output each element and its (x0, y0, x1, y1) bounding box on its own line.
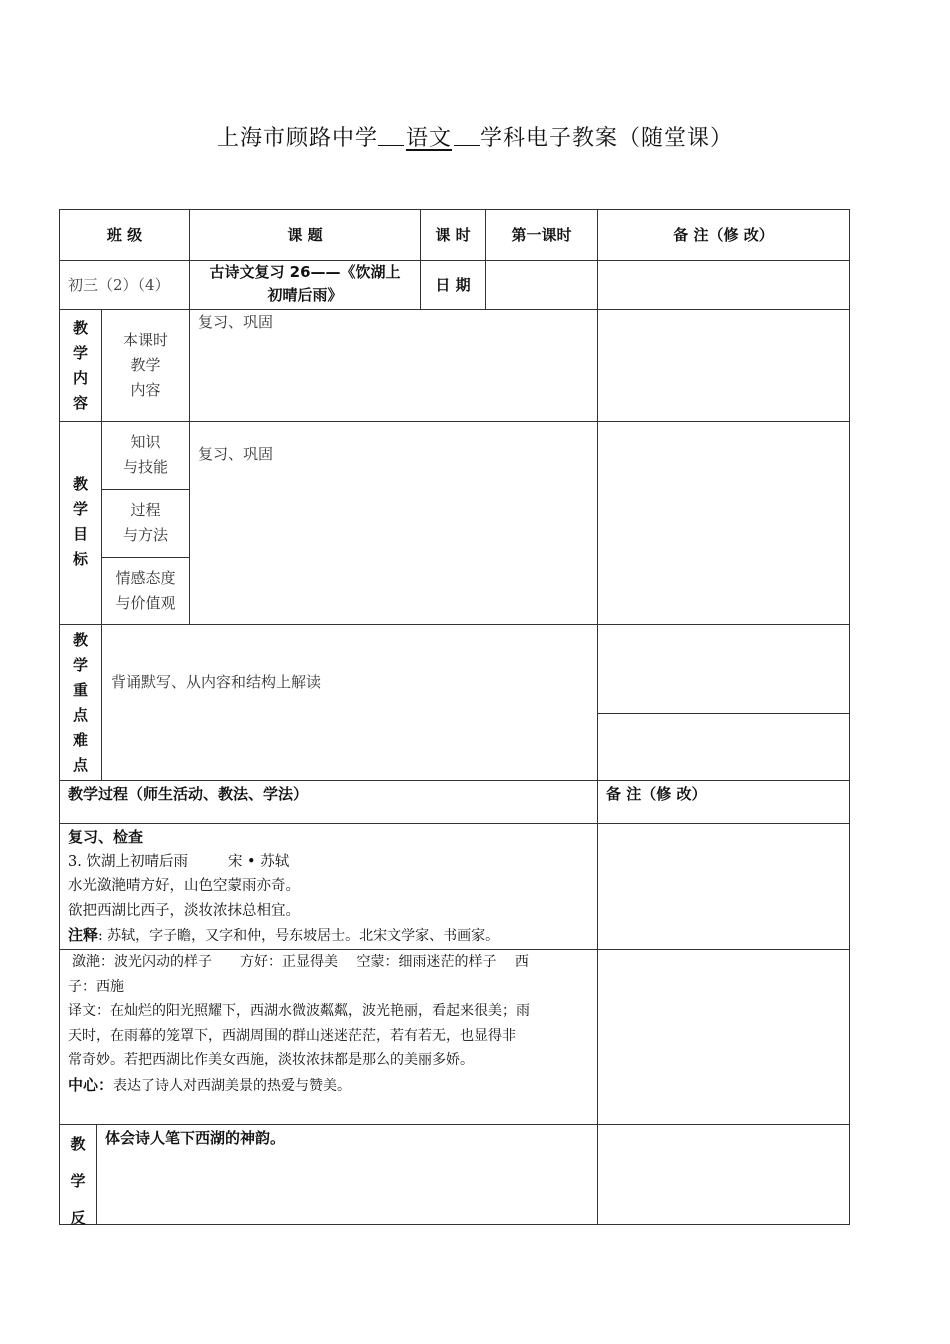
keypoints-group-label: 教 学 重 点 难 点 (72, 631, 88, 774)
cell-review-notes (597, 823, 850, 950)
topic-label: 课 题 (287, 226, 323, 244)
poem-line-2: 欲把西湖比西子，淡妆浓抹总相宜。 (68, 902, 300, 919)
cell-goals-notes (597, 421, 850, 625)
cell-keypoints-notes1 (597, 624, 850, 714)
goals-sub3-label: 情感态度 与价值观 (115, 569, 176, 612)
review-heading: 复习、检查 (68, 828, 144, 846)
class-label: 班 级 (106, 226, 143, 244)
content-value: 复习、巩固 (198, 313, 274, 331)
cell-content-notes (597, 309, 850, 422)
cell-keypoints-notes2 (597, 713, 850, 781)
title-suffix: 学科电子教案（随堂课） (480, 126, 734, 151)
goals-sub1-label: 知识 与技能 (122, 433, 168, 476)
content-group-label: 教 学 内 容 (72, 319, 88, 412)
note-line: 注释: 苏轼，字子瞻，又字和仲，号东坡居士。北宋文学家、书画家。 (68, 926, 500, 944)
date-label: 日 期 (435, 276, 471, 294)
explain-line-3: 译文：在灿烂的阳光照耀下，西湖水微波粼粼，波光艳丽，看起来很美；雨 (68, 1003, 530, 1019)
center-label: 中心： (68, 1075, 114, 1094)
explain-block (68, 950, 594, 1098)
topic-value-line1: 古诗文复习 26——《饮湖上 (209, 263, 401, 281)
content-sub-label: 本课时 教学 内容 (122, 331, 168, 399)
period-label: 课 时 (435, 226, 471, 244)
poem-line-1: 水光潋滟晴方好，山色空蒙雨亦奇。 (68, 878, 300, 894)
reflection-group-label: 教 学 反 (70, 1135, 86, 1227)
topic-value (189, 261, 421, 307)
goals-value: 复习、巩固 (198, 445, 274, 463)
cell-notes-value (597, 260, 850, 310)
cell-reflection-notes (597, 1124, 850, 1225)
subject-name: 语文 (405, 126, 452, 151)
explain-line-2: 子：西施 (68, 978, 124, 995)
poem-author: 宋 • 苏轼 (227, 853, 290, 870)
cell-explain-notes (597, 949, 850, 1125)
topic-value-line2: 初晴后雨》 (267, 286, 343, 304)
center-line: 中心：表达了诗人对西湖美景的热爱与赞美。 (68, 1075, 352, 1094)
notes-label: 备 注（修 改） (673, 226, 774, 244)
explain-line-1: 潋滟：波光闪动的样子 方好：正显得美 空蒙：细雨迷茫的样子 西 (72, 954, 529, 970)
explain-line-5: 常奇妙。若把西湖比作美女西施，淡妆浓抹都是那么的美丽多娇。 (68, 1052, 474, 1068)
goals-sub2-label: 过程 与方法 (122, 501, 168, 544)
cell-keypoints-value (101, 624, 598, 781)
poem-title-line: 3. 饮湖上初晴后雨 宋 • 苏轼 (68, 853, 290, 870)
note-label: 注释 (68, 926, 99, 944)
keypoints-value: 背诵默写、从内容和结构上解读 (111, 673, 322, 691)
cell-date-value (485, 260, 598, 310)
explain-line-4: 天时，在雨幕的笼罩下，西湖周围的群山迷迷茫茫，若有若无，也显得非 (68, 1027, 516, 1044)
review-block (68, 825, 593, 949)
class-value: 初三（2）（4） (68, 276, 170, 294)
process-label: 教学过程（师生活动、教法、学法） (68, 785, 309, 803)
period-value: 第一课时 (511, 226, 572, 244)
goals-group-label: 教 学 目 标 (72, 475, 88, 568)
school-name: 上海市顾路中学 (216, 126, 378, 151)
reflection-value: 体会诗人笔下西湖的神韵。 (105, 1129, 286, 1147)
process-notes-label: 备 注（修 改） (606, 785, 707, 803)
page-title (0, 121, 950, 152)
